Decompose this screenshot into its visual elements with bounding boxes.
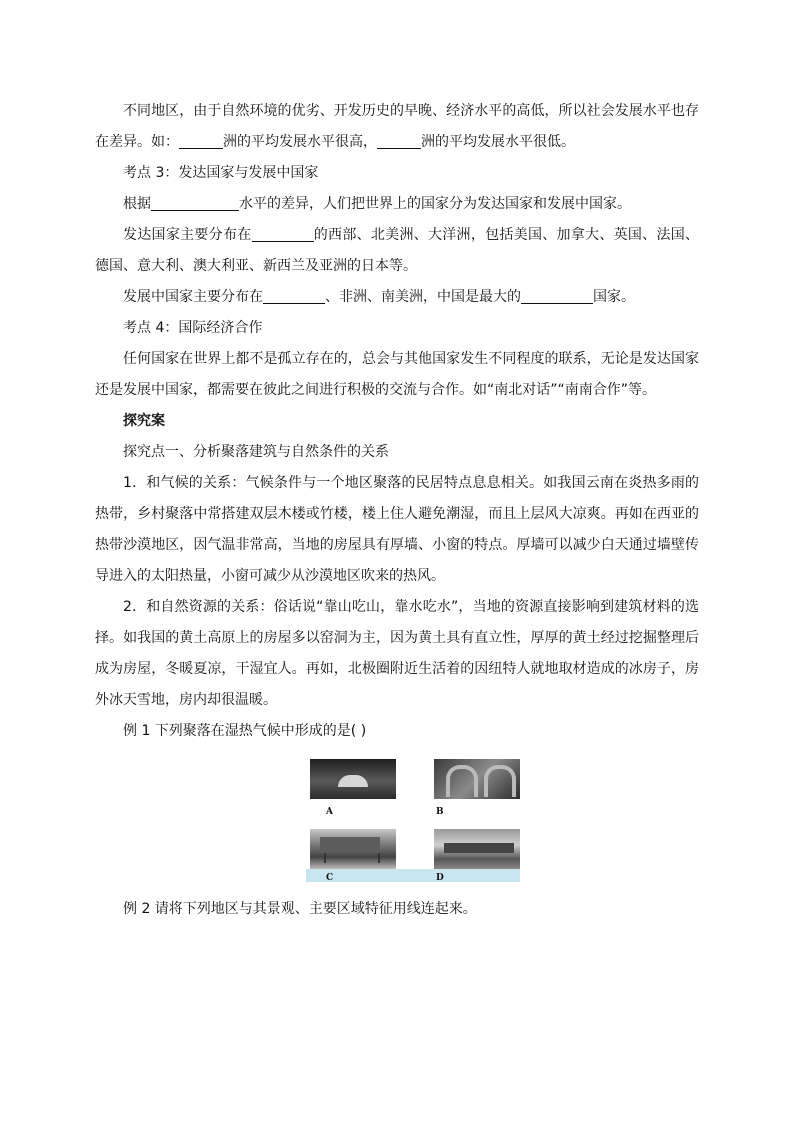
photo-label-b: B xyxy=(436,807,444,817)
stilt-legs xyxy=(324,853,380,863)
paragraph-cooperation: 任何国家在世界上都不是孤立存在的，总会与其他国家发生不同程度的联系，无论是发达国家还是发展中国家，都需要在彼此之间进行积极的交流与合作。如“南北对话”“南南合作”等。 xyxy=(95,351,699,398)
settlement-photos-figure xyxy=(306,757,520,882)
text: 发展中国家主要分布在 xyxy=(123,289,263,305)
inquiry-point-title: 探究点一、分析聚落建筑与自然条件的关系 xyxy=(123,444,389,460)
fill-blank[interactable] xyxy=(252,225,314,242)
paragraph-developed-countries xyxy=(95,220,699,282)
section-heading-kd4: 考点 4：国际经济合作 xyxy=(123,320,263,336)
paragraph-classification xyxy=(95,189,699,220)
text: 国家。 xyxy=(593,289,635,305)
section-heading-kd3: 考点 3：发达国家与发展中国家 xyxy=(123,165,319,181)
figure-band xyxy=(306,869,520,882)
cave-arch xyxy=(484,765,516,797)
example-2-question: 例 2 请将下列地区与其景观、主要区域特征用线连起来。 xyxy=(123,901,477,917)
example-1-question: 例 1 下列聚落在湿热气候中形成的是( ) xyxy=(123,723,367,739)
paragraph-developing-countries xyxy=(95,282,699,313)
photo-b-cave-dwelling xyxy=(434,759,520,799)
fill-blank[interactable] xyxy=(377,132,421,149)
text: 水平的差异，人们把世界上的国家分为发达国家和发展中国家。 xyxy=(239,196,631,212)
photo-label-d: D xyxy=(436,873,444,883)
fill-blank[interactable] xyxy=(151,194,239,211)
text: 、非洲、南美洲，中国是最大的 xyxy=(325,289,521,305)
yurt-shape xyxy=(338,775,368,787)
stilt-house-body xyxy=(320,837,380,853)
text: 的西部、北美洲、大洋洲，包括美国、加拿大、英国、法国、德国、意大利、澳大利亚、新西兰及亚洲的日本等。 xyxy=(95,227,699,274)
text: 洲的平均发展水平很高， xyxy=(223,134,377,150)
paragraph-climate: 1．和气候的关系：气候条件与一个地区聚落的民居特点息息相关。如我国云南在炎热多雨的热带，乡村聚落中常搭建双层木楼或竹楼，楼上住人避免潮湿，而且上层风大凉爽。再如在西亚的热带沙漠地区，因气温非常高，当地的房屋具有厚墙、小窗的特点。厚墙可以减少白天通过墙壁传导进入的太阳热量，小窗可减少从沙漠地区吹来的热风。 xyxy=(95,475,699,584)
fill-blank[interactable] xyxy=(521,287,593,304)
paragraph-development-level xyxy=(95,96,699,158)
section-heading-inquiry: 探究案 xyxy=(123,413,165,429)
photo-label-a: A xyxy=(326,807,333,817)
paragraph-resources: 2．和自然资源的关系：俗话说“靠山吃山，靠水吃水”，当地的资源直接影响到建筑材料的选择。如我国的黄土高原上的房屋多以窑洞为主，因为黄土具有直立性，厚厚的黄土经过挖掘整理后成为房屋，冬暖夏凉，干湿宜人。再如，北极圈附近生活着的因纽特人就地取材造成的冰房子，房外冰天雪地，房内却很温暖。 xyxy=(95,599,699,708)
fill-blank[interactable] xyxy=(179,132,223,149)
photo-c-stilt-house xyxy=(310,829,396,869)
cave-arch xyxy=(446,765,478,797)
photo-d-flat-roof-house xyxy=(434,829,520,869)
fill-blank[interactable] xyxy=(263,287,325,304)
text: 根据 xyxy=(123,196,151,212)
text: 洲的平均发展水平很低。 xyxy=(421,134,575,150)
flat-roof xyxy=(444,843,514,853)
document-body xyxy=(95,96,699,925)
photo-a-yurt xyxy=(310,759,396,799)
text: 发达国家主要分布在 xyxy=(123,227,252,243)
text: 不同地区，由于自然环境的优劣、开发历史的早晚、经济水平的高低，所以社会发展水平也存在差异。如： xyxy=(95,103,699,150)
photo-label-c: C xyxy=(326,873,334,883)
